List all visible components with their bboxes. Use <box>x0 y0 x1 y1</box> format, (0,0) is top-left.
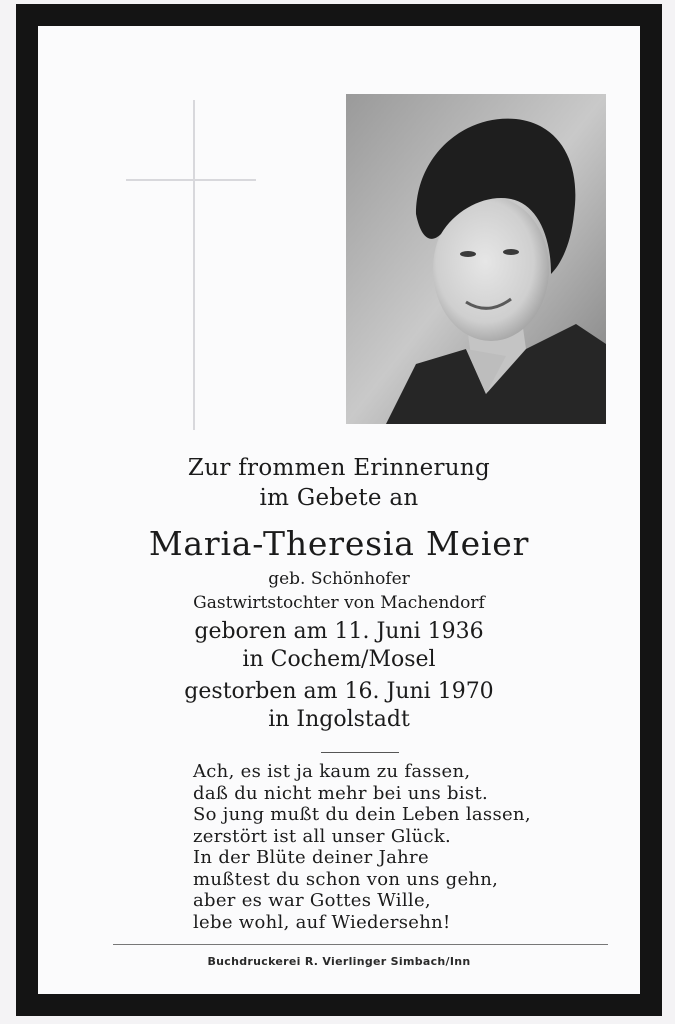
intro-text <box>38 453 640 513</box>
mourning-card-border <box>16 4 662 1016</box>
cross-icon-vertical <box>193 100 195 430</box>
poem-line: zerstört ist all unser Glück. <box>193 825 452 847</box>
cross-icon-horizontal <box>126 179 256 181</box>
poem-line: mußtest du schon von uns gehn, <box>193 868 499 890</box>
death-date: gestorben am 16. Juni 1970 <box>184 679 494 704</box>
intro-line-1: Zur frommen Erinnerung <box>187 455 491 481</box>
poem-line: daß du nicht mehr bei uns bist. <box>193 782 489 804</box>
poem-line: In der Blüte deiner Jahre <box>193 847 429 868</box>
birth-date: geboren am 11. Juni 1936 <box>194 619 484 644</box>
birth-place: in Cochem/Mosel <box>242 647 436 672</box>
footer-rule <box>113 944 608 945</box>
origin-text: Gastwirtstochter von Machendorf <box>193 593 485 613</box>
printer-credit: Buchdruckerei R. Vierlinger Simbach/Inn <box>207 955 471 968</box>
poem-line: So jung mußt du dein Leben lassen, <box>193 804 531 825</box>
poem-line: Ach, es ist ja kaum zu fassen, <box>193 761 471 782</box>
divider <box>321 752 399 753</box>
deceased-name: Maria-Theresia Meier <box>148 524 530 563</box>
memorial-poem <box>193 761 593 933</box>
birth-info <box>38 618 640 674</box>
maiden-name: geb. Schönhofer <box>268 569 410 589</box>
mourning-card <box>38 26 640 994</box>
death-info <box>38 678 640 734</box>
poem-line: aber es war Gottes Wille, <box>193 890 431 911</box>
death-place: in Ingolstadt <box>268 707 410 732</box>
poem-line: lebe wohl, auf Wiedersehn! <box>193 911 451 933</box>
portrait-photo <box>346 94 606 424</box>
intro-line-2: im Gebete an <box>259 485 419 511</box>
